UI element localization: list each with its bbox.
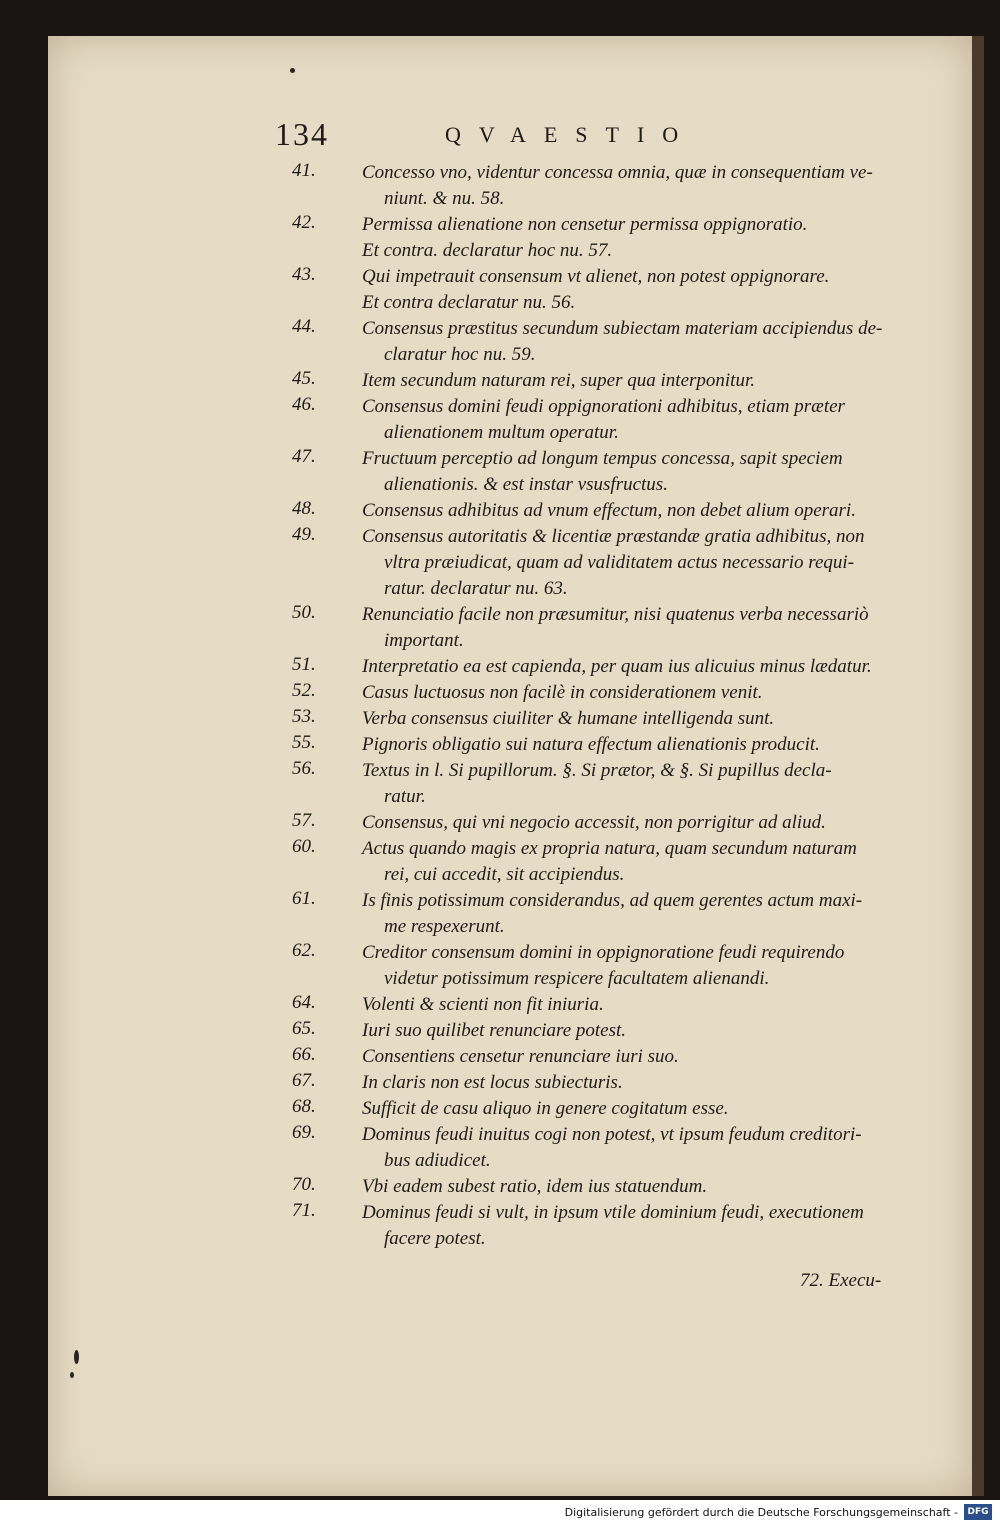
entry-number: 43. bbox=[292, 264, 316, 285]
entry-line: Is finis potissimum considerandus, ad quem gerentes actum maxi- bbox=[362, 890, 863, 911]
entry-line: ratur. bbox=[384, 786, 426, 807]
entry-text bbox=[362, 212, 914, 264]
entry-line: Consensus præstitus secundum subiectam materiam accipiendus de- bbox=[362, 318, 883, 339]
entry-number: 46. bbox=[292, 394, 316, 415]
entry-number: 60. bbox=[292, 836, 316, 857]
entry-number: 70. bbox=[292, 1174, 316, 1195]
entry-text bbox=[362, 1044, 914, 1070]
entry-text bbox=[362, 394, 914, 446]
entry-line: Volenti & scienti non fit iniuria. bbox=[362, 994, 604, 1015]
ink-speck bbox=[70, 1372, 74, 1378]
entry-line: In claris non est locus subiecturis. bbox=[362, 1072, 623, 1093]
entry-number: 65. bbox=[292, 1018, 316, 1039]
entry-text bbox=[362, 706, 914, 732]
page-header bbox=[275, 116, 895, 152]
ink-speck bbox=[74, 1350, 79, 1364]
entry-line: Vbi eadem subest ratio, idem ius statuendum. bbox=[362, 1176, 708, 1197]
entry-text bbox=[362, 1018, 914, 1044]
entry-number: 45. bbox=[292, 368, 316, 389]
entry-text bbox=[362, 758, 914, 810]
entry-number: 69. bbox=[292, 1122, 316, 1143]
entry-line: Iuri suo quilibet renunciare potest. bbox=[362, 1020, 627, 1041]
entry-line: videtur potissimum respicere facultatem alienandi. bbox=[384, 968, 770, 989]
entry-line: niunt. & nu. 58. bbox=[384, 188, 505, 209]
entry-text bbox=[362, 446, 914, 498]
entry-number: 71. bbox=[292, 1200, 316, 1221]
entry-number: 50. bbox=[292, 602, 316, 623]
entry-number: 52. bbox=[292, 680, 316, 701]
entry-line: Creditor consensum domini in oppignoratione feudi requirendo bbox=[362, 942, 845, 963]
entry-text bbox=[362, 264, 914, 316]
entry-text bbox=[362, 368, 914, 394]
entry-text bbox=[362, 524, 914, 602]
entry-text bbox=[362, 316, 914, 368]
entry-text bbox=[362, 1122, 914, 1174]
entry-line: Verba consensus ciuiliter & humane intelligenda sunt. bbox=[362, 708, 775, 729]
entry-line: Fructuum perceptio ad longum tempus concessa, sapit speciem bbox=[362, 448, 843, 469]
entry-line: Consensus, qui vni negocio accessit, non porrigitur ad aliud. bbox=[362, 812, 826, 833]
entry-line: me respexerunt. bbox=[384, 916, 505, 937]
dfg-logo: DFG bbox=[964, 1504, 992, 1520]
entry-line: Consentiens censetur renunciare iuri suo. bbox=[362, 1046, 679, 1067]
entry-number: 41. bbox=[292, 160, 316, 181]
entry-line: alienationem multum operatur. bbox=[384, 422, 619, 443]
entry-line: ratur. declaratur nu. 63. bbox=[384, 578, 568, 599]
entry-text bbox=[362, 160, 914, 212]
entry-number: 42. bbox=[292, 212, 316, 233]
entry-number: 49. bbox=[292, 524, 316, 545]
entry-number: 57. bbox=[292, 810, 316, 831]
page-number: 134 bbox=[275, 116, 329, 152]
entry-number: 51. bbox=[292, 654, 316, 675]
entry-line: Dominus feudi si vult, in ipsum vtile dominium feudi, executionem bbox=[362, 1202, 864, 1223]
entry-line: rei, cui accedit, sit accipiendus. bbox=[384, 864, 625, 885]
entry-text bbox=[362, 810, 914, 836]
entry-line: claratur hoc nu. 59. bbox=[384, 344, 536, 365]
entry-number: 44. bbox=[292, 316, 316, 337]
entry-text bbox=[362, 602, 914, 654]
entry-line: Sufficit de casu aliquo in genere cogitatum esse. bbox=[362, 1098, 729, 1119]
entry-text bbox=[362, 992, 914, 1018]
entry-number: 64. bbox=[292, 992, 316, 1013]
entry-line: alienationis. & est instar vsusfructus. bbox=[384, 474, 668, 495]
entry-line: Qui impetrauit consensum vt alienet, non potest oppignorare. bbox=[362, 266, 830, 287]
entry-line: Consensus domini feudi oppignorationi adhibitus, etiam præter bbox=[362, 396, 845, 417]
entry-text bbox=[362, 654, 914, 680]
entry-number: 62. bbox=[292, 940, 316, 961]
entry-line: facere potest. bbox=[384, 1228, 486, 1249]
entry-text bbox=[362, 680, 914, 706]
entry-line: Interpretatio ea est capienda, per quam ius alicuius minus lædatur. bbox=[362, 656, 872, 677]
ink-speck bbox=[290, 68, 295, 73]
entry-line: Item secundum naturam rei, super qua interponitur. bbox=[362, 370, 755, 391]
running-head: QVAESTIO bbox=[445, 122, 697, 147]
footer-credit: Digitalisierung gefördert durch die Deutsche Forschungsgemeinschaft - bbox=[564, 1506, 958, 1519]
catchword: 72. Execu- bbox=[800, 1270, 882, 1291]
entry-line: Consensus autoritatis & licentiæ præstandæ gratia adhibitus, non bbox=[362, 526, 865, 547]
entry-number: 66. bbox=[292, 1044, 316, 1065]
entry-text bbox=[362, 732, 914, 758]
entry-number: 61. bbox=[292, 888, 316, 909]
entry-line: Pignoris obligatio sui natura effectum alienationis producit. bbox=[362, 734, 820, 755]
entry-line: Consensus adhibitus ad vnum effectum, non debet alium operari. bbox=[362, 500, 856, 521]
entry-line: Dominus feudi inuitus cogi non potest, vt ipsum feudum creditori- bbox=[362, 1124, 862, 1145]
entry-text bbox=[362, 888, 914, 940]
entry-line: Renunciatio facile non præsumitur, nisi quatenus verba necessariò bbox=[362, 604, 869, 625]
entry-number: 47. bbox=[292, 446, 316, 467]
entry-line: vltra præiudicat, quam ad validitatem actus necessario requi- bbox=[384, 552, 855, 573]
entry-text bbox=[362, 1096, 914, 1122]
entry-number: 53. bbox=[292, 706, 316, 727]
entry-line: Concesso vno, videntur concessa omnia, quæ in consequentiam ve- bbox=[362, 162, 873, 183]
footer-bar bbox=[0, 1500, 1000, 1526]
entry-text bbox=[362, 1174, 914, 1200]
entry-text bbox=[362, 836, 914, 888]
entry-text bbox=[362, 1200, 914, 1252]
entry-text bbox=[362, 1070, 914, 1096]
entry-number: 55. bbox=[292, 732, 316, 753]
entry-line: Et contra declaratur nu. 56. bbox=[362, 292, 576, 313]
entry-number: 67. bbox=[292, 1070, 316, 1091]
entry-number: 68. bbox=[292, 1096, 316, 1117]
entry-number: 56. bbox=[292, 758, 316, 779]
entry-text bbox=[362, 940, 914, 992]
entry-line: important. bbox=[384, 630, 464, 651]
entry-line: Permissa alienatione non censetur permissa oppignoratio. bbox=[362, 214, 808, 235]
entry-text bbox=[362, 498, 914, 524]
entry-line: Textus in l. Si pupillorum. §. Si prætor, & §. Si pupillus decla- bbox=[362, 760, 832, 781]
entry-line: bus adiudicet. bbox=[384, 1150, 491, 1171]
entry-line: Actus quando magis ex propria natura, quam secundum naturam bbox=[362, 838, 857, 859]
entry-number: 48. bbox=[292, 498, 316, 519]
page-edge bbox=[972, 36, 984, 1496]
entry-line: Casus luctuosus non facilè in considerationem venit. bbox=[362, 682, 763, 703]
entry-line: Et contra. declaratur hoc nu. 57. bbox=[362, 240, 613, 261]
